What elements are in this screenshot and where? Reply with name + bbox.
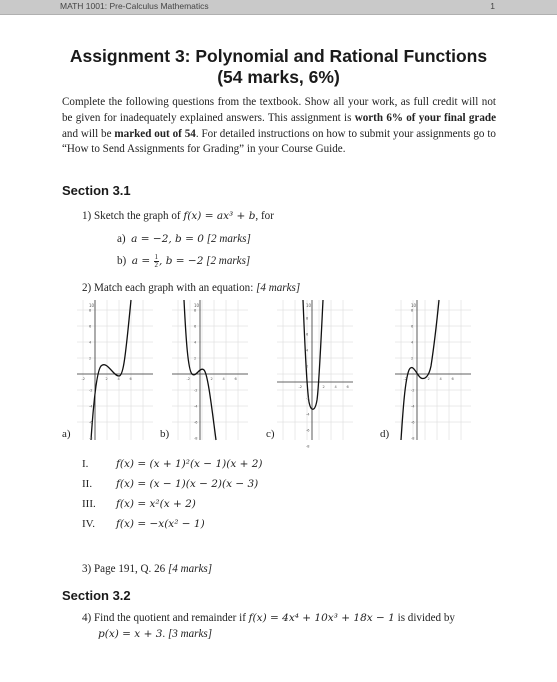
graph-a-tick-top: 10 (89, 303, 95, 308)
q1b-a-equals: a = (131, 255, 154, 268)
q1-text: 1) Sketch the graph of (82, 210, 184, 222)
graph-a-tick-y: -8 (89, 436, 93, 441)
intro-paragraph (62, 95, 496, 158)
equation-II (82, 478, 258, 490)
graph-c-tick-y: -4 (306, 412, 310, 417)
graph-a-grid (77, 300, 153, 440)
graph-c-tick-x: 2 (322, 385, 325, 389)
q1-after: , for (255, 210, 274, 222)
graph-c-tick-y: -8 (306, 444, 310, 449)
graph-c-tick-x: -2 (298, 385, 302, 389)
graph-c-tick-y: 8 (306, 316, 309, 321)
graph-b-tick-y: -4 (194, 404, 198, 409)
graph-c-tick-y: -2 (306, 396, 310, 401)
q4-function: f(x) = 4x⁴ + 10x³ + 18x − 1 (248, 612, 395, 624)
equation-II-expression: f(x) = (x − 1)(x − 2)(x − 3) (116, 478, 259, 490)
graph-d-tick-x: 4 (439, 377, 442, 381)
graph-d-tick-y: 8 (411, 308, 414, 313)
graph-b-tick-y: -8 (194, 436, 198, 441)
graph-c (277, 300, 353, 449)
graph-a-tick-y: 6 (89, 324, 92, 329)
q1b-b-equals: , b = −2 (159, 255, 204, 268)
question-1b (117, 254, 250, 269)
graph-d-tick-x: -2 (403, 377, 407, 381)
graph-b-tick-y: 2 (194, 356, 197, 361)
graph-label-c: c) (266, 428, 275, 440)
equation-III-expression: f(x) = x²(x + 2) (116, 498, 196, 510)
equation-IV-number: IV. (82, 518, 95, 530)
graph-b-tick-y: 4 (194, 340, 197, 345)
graph-b-tick-x: 6 (234, 377, 237, 381)
equation-III (82, 498, 196, 510)
q4-divisor: p(x) = x + 3 (98, 628, 163, 640)
graph-d-tick-y: -8 (411, 436, 415, 441)
graph-a-tick-y: 2 (89, 356, 92, 361)
question-2 (82, 282, 300, 294)
graph-a-tick-x: 2 (105, 377, 108, 381)
title-line-1: Assignment 3: Polynomial and Rational Functions (69, 46, 488, 66)
graph-b-tick-y: 6 (194, 324, 197, 329)
equation-III-number: III. (82, 498, 96, 510)
graph-a-tick-y: -4 (89, 404, 93, 409)
graph-b-tick-top: 10 (194, 303, 200, 308)
course-name: MATH 1001: Pre-Calculus Mathematics (60, 1, 209, 11)
equation-II-number: II. (82, 478, 93, 490)
equation-I (82, 458, 263, 470)
graph-c-tick-x: 4 (334, 385, 337, 389)
graph-a-tick-y: -6 (89, 420, 93, 425)
graph-b-tick-x: -2 (186, 377, 190, 381)
graph-c-grid (277, 300, 353, 440)
q1b-numerator: 1 (154, 253, 159, 261)
section-3-2-heading: Section 3.2 (62, 588, 131, 603)
q4-text: 4) Find the quotient and remainder if (82, 612, 249, 624)
graph-b (172, 300, 248, 440)
q2-text: 2) Match each graph with an equation: (82, 282, 257, 294)
graph-c-tick-y: 6 (306, 332, 309, 337)
graph-label-d: d) (380, 428, 390, 440)
graph-c-tick-top: 10 (306, 303, 312, 308)
q1b-denominator: 2 (154, 261, 159, 269)
graph-d-curve (401, 300, 439, 440)
graph-a (77, 300, 153, 440)
intro-text-1: Complete the following questions from the textbook. Show all your work, as full credit will not be given for inadequately explained answers. This assignment is (62, 96, 496, 124)
question-1a (117, 233, 251, 245)
equation-IV-expression: f(x) = −x(x² − 1) (116, 518, 205, 530)
intro-bold-marked: marked out of 54 (114, 127, 196, 140)
graph-d-tick-y: 2 (411, 356, 414, 361)
graph-c-tick-y: -6 (306, 428, 310, 433)
q1a-expression: a = −2, b = 0 (131, 233, 204, 245)
q4-divided-by: is divided by (394, 612, 455, 624)
graph-c-tick-y: 2 (306, 364, 309, 369)
graph-a-tick-y: 4 (89, 340, 92, 345)
graph-b-tick-y: 8 (194, 308, 197, 313)
graph-label-b: b) (160, 428, 170, 440)
graph-d-tick-x: 2 (427, 377, 430, 381)
graph-a-tick-x: 4 (117, 377, 120, 381)
intro-text-3: . For detailed instructions on how to submit your assignments go to “How to Send Assignments for Grading” in your Course Guide. (62, 127, 496, 156)
graph-a-tick-x: -2 (81, 377, 85, 381)
graph-label-a: a) (62, 428, 71, 440)
graph-a-tick-y: 8 (89, 308, 92, 313)
q1-function: f(x) = ax³ + b (183, 210, 256, 222)
graph-d-tick-y: -6 (411, 420, 415, 425)
graph-b-tick-x: 4 (222, 377, 225, 381)
graph-d-tick-y: 6 (411, 324, 414, 329)
graph-d-tick-y: -4 (411, 404, 415, 409)
equation-I-number: I. (82, 458, 89, 470)
graph-b-tick-y: -6 (194, 420, 198, 425)
question-1 (82, 210, 274, 222)
question-4-line-1 (82, 612, 455, 624)
q1a-marks: [2 marks] (206, 233, 251, 245)
q4-period: . (162, 628, 168, 640)
graph-d-tick-x: 6 (451, 377, 454, 381)
question-3 (82, 563, 212, 575)
graph-d-tick-top: 10 (411, 303, 417, 308)
title-line-2: (54 marks, 6%) (217, 67, 340, 87)
page-header (0, 0, 557, 15)
page-number: 1 (490, 1, 495, 11)
q1a-label: a) (117, 233, 126, 245)
graph-b-tick-x: 2 (210, 377, 213, 381)
graph-a-tick-x: 6 (129, 377, 132, 381)
question-4-line-2 (98, 628, 212, 640)
graph-d-tick-y: 4 (411, 340, 414, 345)
equation-I-expression: f(x) = (x + 1)²(x − 1)(x + 2) (116, 458, 263, 470)
q2-marks: [4 marks] (256, 282, 301, 294)
intro-bold-worth: worth 6% of your final grade (354, 111, 496, 124)
graph-d-grid (395, 300, 471, 440)
section-3-1-heading: Section 3.1 (62, 183, 131, 198)
q4-marks: [3 marks] (167, 628, 213, 640)
graph-a-tick-y: -2 (89, 388, 93, 393)
graph-d-tick-y: -2 (411, 388, 415, 393)
q1b-label: b) (117, 255, 127, 268)
graph-b-grid (172, 300, 248, 440)
graph-d (395, 300, 471, 440)
assignment-title (40, 46, 517, 88)
graph-b-tick-y: -2 (194, 388, 198, 393)
graph-a-curve (91, 300, 131, 440)
graph-c-tick-y: 4 (306, 348, 309, 353)
q1b-marks: [2 marks] (206, 255, 251, 268)
q3-marks: [4 marks] (167, 563, 213, 575)
q3-text: 3) Page 191, Q. 26 (82, 563, 168, 575)
graph-c-tick-x: 6 (346, 385, 349, 389)
equation-IV (82, 518, 205, 530)
intro-text-2: and will be (62, 127, 115, 140)
